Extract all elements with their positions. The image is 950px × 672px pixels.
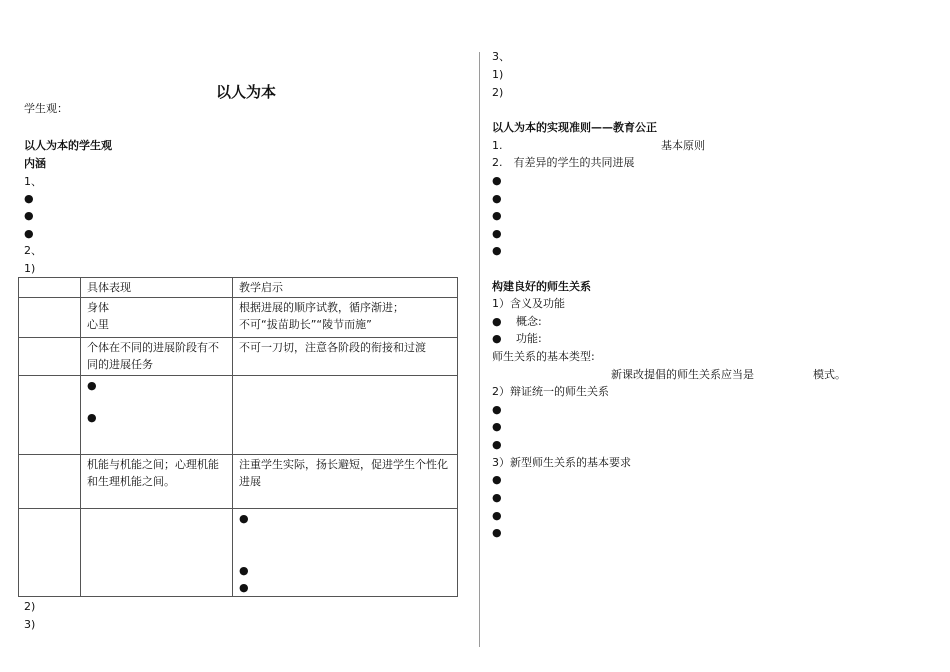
page-title: 以人为本: [216, 83, 277, 101]
bullet-icon: ●: [24, 227, 34, 240]
bullet-icon: ●: [492, 315, 502, 328]
bullet-icon: ●: [239, 581, 249, 594]
relationship-types-label: 师生关系的基本类型:: [492, 350, 595, 363]
table-cell: [19, 509, 81, 597]
bullet-icon: ●: [492, 403, 502, 416]
list-number-1: 1、: [24, 175, 42, 188]
list-number-3: 3、: [492, 50, 510, 63]
table-cell: [81, 298, 233, 338]
bullet-icon: ●: [239, 512, 249, 525]
bullet-icon: ●: [492, 473, 502, 486]
bullet-icon: ●: [24, 192, 34, 205]
bullet-icon: ●: [87, 379, 97, 392]
development-table: [18, 277, 458, 597]
reform-text-prefix: 新课改提倡的师生关系应当是: [611, 368, 754, 381]
table-cell: [19, 376, 81, 455]
bullet-icon: ●: [492, 209, 502, 222]
table-cell: 不可一刀切，注意各阶段的衔接和过渡: [233, 338, 458, 376]
bullet-icon: ●: [492, 332, 502, 345]
list-sub-number-2: 2): [24, 600, 36, 613]
table-header-cell: 具体表现: [81, 278, 233, 298]
cell-text: 身体: [87, 301, 109, 314]
cell-text: 根据进展的顺序试教，循序渐进；: [239, 301, 404, 314]
table-cell: 机能与机能之间；心理机能和生理机能之间。: [81, 455, 233, 509]
relationship-item-2: 2）辩证统一的师生关系: [492, 385, 609, 398]
student-view-label: 学生观：: [24, 102, 68, 115]
table-header-cell: [19, 278, 81, 298]
table-row: [19, 509, 458, 597]
table-cell: [81, 509, 233, 597]
table-row: [19, 298, 458, 338]
relationship-item-3: 3）新型师生关系的基本要求: [492, 456, 631, 469]
bullet-icon: ●: [492, 438, 502, 451]
fairness-item-2: 2. 有差异的学生的共同进展: [492, 156, 635, 169]
concept-label: 概念:: [516, 315, 542, 328]
bullet-icon: ●: [24, 209, 34, 222]
bullet-icon: ●: [492, 509, 502, 522]
list-sub-number-2: 2): [492, 86, 504, 99]
table-row: [19, 376, 458, 455]
cell-text: 心里: [87, 318, 109, 331]
table-header-cell: 教学启示: [233, 278, 458, 298]
bullet-icon: ●: [492, 174, 502, 187]
list-sub-number-1: 1): [24, 262, 36, 275]
table-row: [19, 338, 458, 376]
list-sub-number-1: 1): [492, 68, 504, 81]
list-number-2: 2、: [24, 244, 42, 257]
table-cell: [19, 298, 81, 338]
table-cell: 注重学生实际，扬长避短，促进学生个性化进展: [233, 455, 458, 509]
sub-heading-connotation: 内涵: [24, 157, 46, 170]
bullet-icon: ●: [492, 420, 502, 433]
table-cell: [19, 455, 81, 509]
table-cell: [19, 338, 81, 376]
table-cell: [233, 509, 458, 597]
function-label: 功能:: [516, 332, 542, 345]
bullet-icon: ●: [239, 564, 249, 577]
column-divider: [479, 52, 480, 647]
bullet-icon: ●: [492, 491, 502, 504]
table-cell: [81, 376, 233, 455]
table-cell: 个体在不同的进展阶段有不同的进展任务: [81, 338, 233, 376]
table-cell: [233, 376, 458, 455]
bullet-icon: ●: [492, 192, 502, 205]
list-sub-number-3: 3): [24, 618, 36, 631]
bullet-icon: ●: [492, 244, 502, 257]
bullet-icon: ●: [87, 411, 97, 424]
bullet-icon: ●: [492, 227, 502, 240]
cell-text: 不可“拔苗助长”“陵节而施”: [239, 318, 372, 331]
reform-text-suffix: 模式。: [813, 368, 846, 381]
section-heading-student-view: 以人为本的学生观: [24, 139, 112, 152]
table-cell: [233, 298, 458, 338]
bullet-icon: ●: [492, 526, 502, 539]
fairness-item-number: 1.: [492, 139, 503, 152]
fairness-item-text: 基本原则: [661, 139, 705, 152]
relationship-item-1: 1）含义及功能: [492, 297, 565, 310]
section-heading-fairness: 以人为本的实现准则——教育公正: [492, 121, 657, 134]
table-row: [19, 455, 458, 509]
section-heading-relationship: 构建良好的师生关系: [492, 280, 591, 293]
table-header-row: [19, 278, 458, 298]
